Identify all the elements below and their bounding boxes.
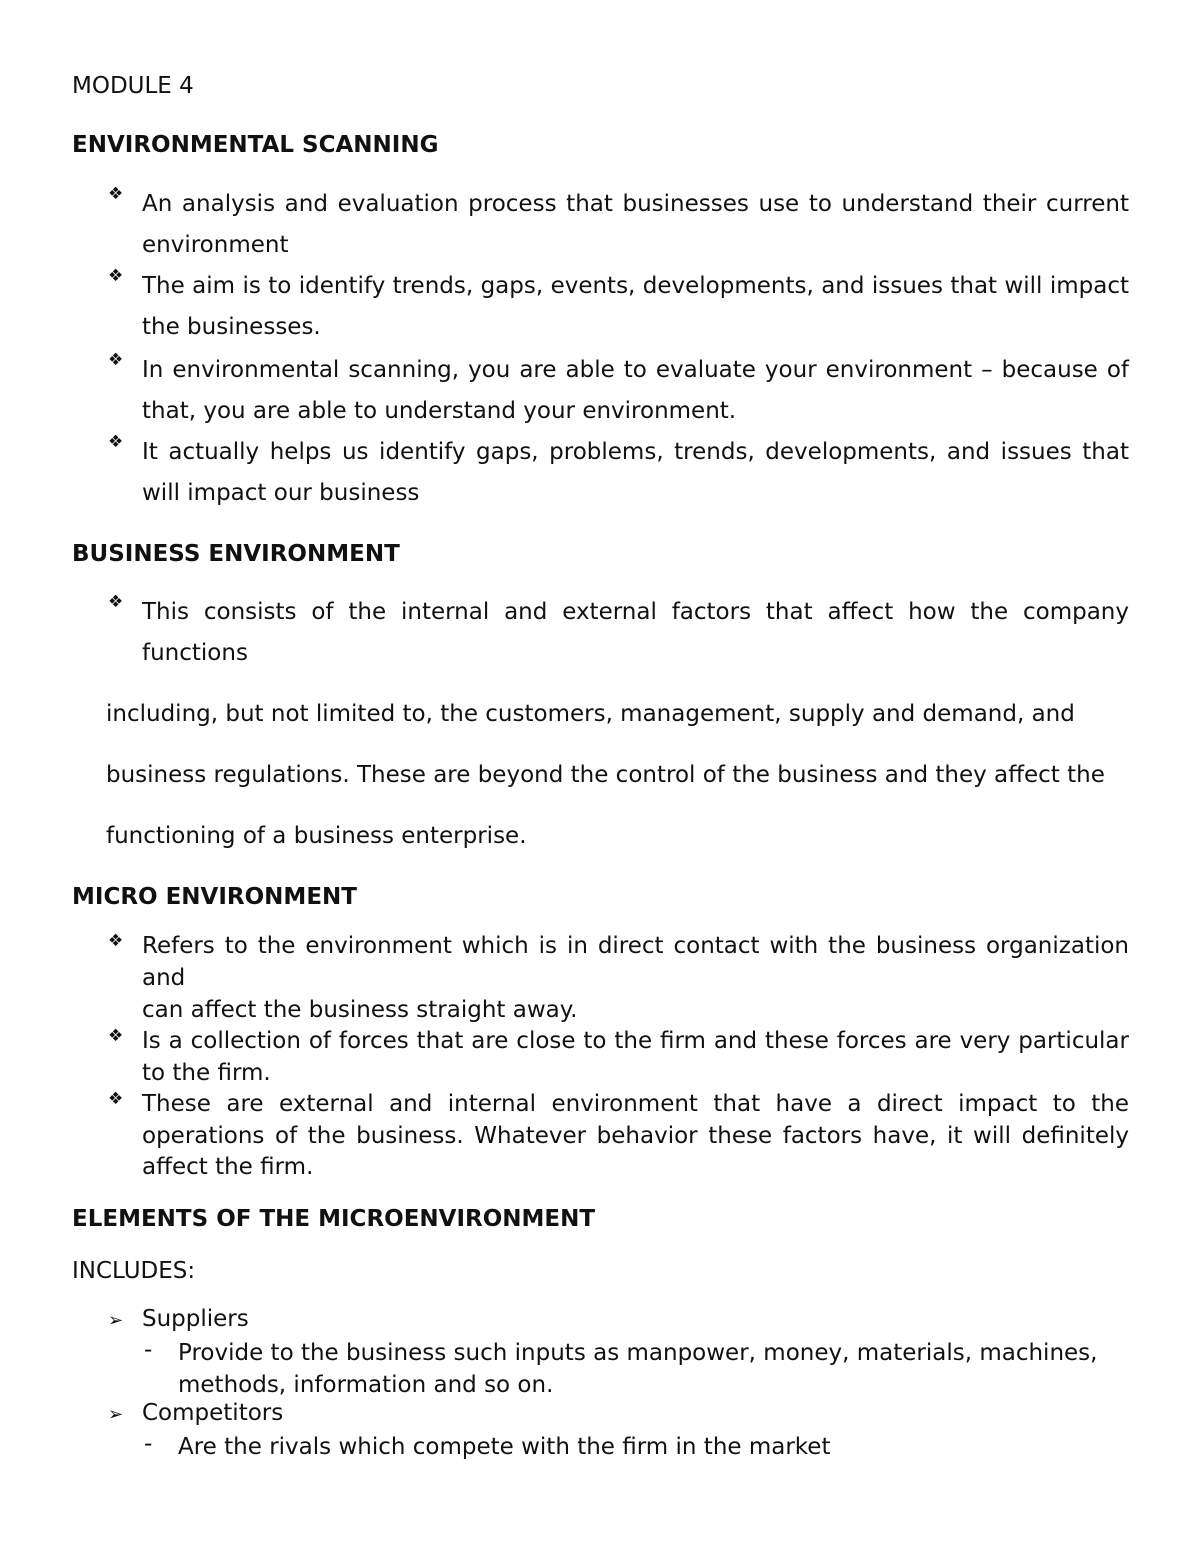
list-item-competitors [108, 1400, 283, 1426]
item-name: Suppliers [142, 1306, 249, 1332]
diamond-bullet-icon: ❖ [108, 1026, 124, 1046]
module-label: MODULE 4 [72, 73, 194, 99]
bullet-text: Refers to the environment which is in direct contact with the business organization and [142, 933, 1129, 991]
bullet-item [108, 931, 1129, 994]
bullet-text: Is a collection of forces that are close to the firm and these forces are very particular to the firm. [142, 1028, 1129, 1086]
diamond-bullet-icon: ❖ [108, 350, 124, 370]
bullet-text: These are external and internal environment that have a direct impact to the operations of the business. Whatever behavior these factors have, it will definitely affect the firm. [142, 1091, 1129, 1180]
diamond-bullet-icon: ❖ [108, 931, 124, 951]
list-item-suppliers [108, 1306, 249, 1332]
bullet-text: It actually helps us identify gaps, problems, trends, developments, and issues that will impact our business [142, 439, 1129, 506]
bullet-text: An analysis and evaluation process that businesses use to understand their current environment [142, 191, 1129, 258]
heading-elements-microenvironment: ELEMENTS OF THE MICROENVIRONMENT [72, 1206, 596, 1232]
bullet-item [108, 1026, 1129, 1089]
business-paragraph: including, but not limited to, the customers, management, supply and demand, and business regulations. These are beyond the control of the business and they affect the functioning of a business enterprise. [106, 701, 1105, 849]
bullet-item [108, 184, 1129, 266]
bullet-item [108, 350, 1129, 432]
arrow-bullet-icon: ➢ [108, 1310, 124, 1331]
bullet-item [108, 592, 1129, 674]
includes-label: INCLUDES: [72, 1258, 196, 1284]
sub-item-text: Are the rivals which compete with the firm in the market [178, 1434, 831, 1460]
bullet-text: The aim is to identify trends, gaps, events, developments, and issues that will impact the businesses. [142, 273, 1129, 340]
dash-bullet-icon: - [144, 1431, 153, 1457]
diamond-bullet-icon: ❖ [108, 1089, 124, 1109]
bullet-text: This consists of the internal and external factors that affect how the company functions [142, 599, 1129, 666]
item-name: Competitors [142, 1400, 284, 1426]
sub-item [144, 1337, 1129, 1401]
dash-bullet-icon: - [144, 1337, 153, 1363]
sub-item-text: Provide to the business such inputs as manpower, money, materials, machines, methods, information and so on. [178, 1340, 1098, 1398]
heading-business-environment: BUSINESS ENVIRONMENT [72, 541, 400, 567]
sub-item [144, 1431, 1129, 1463]
bullet-item [108, 1089, 1129, 1184]
bullet-item [108, 266, 1129, 348]
diamond-bullet-icon: ❖ [108, 266, 124, 286]
bullet-text: In environmental scanning, you are able to evaluate your environment – because of that, you are able to understand your environment. [142, 357, 1129, 424]
bullet-text: can affect the business straight away. [142, 997, 578, 1023]
diamond-bullet-icon: ❖ [108, 592, 124, 612]
arrow-bullet-icon: ➢ [108, 1404, 124, 1425]
heading-micro-environment: MICRO ENVIRONMENT [72, 884, 357, 910]
heading-environmental-scanning: ENVIRONMENTAL SCANNING [72, 132, 439, 158]
diamond-bullet-icon: ❖ [108, 184, 124, 204]
continuation-line [108, 995, 1129, 1027]
bullet-item [108, 432, 1129, 514]
diamond-bullet-icon: ❖ [108, 432, 124, 452]
